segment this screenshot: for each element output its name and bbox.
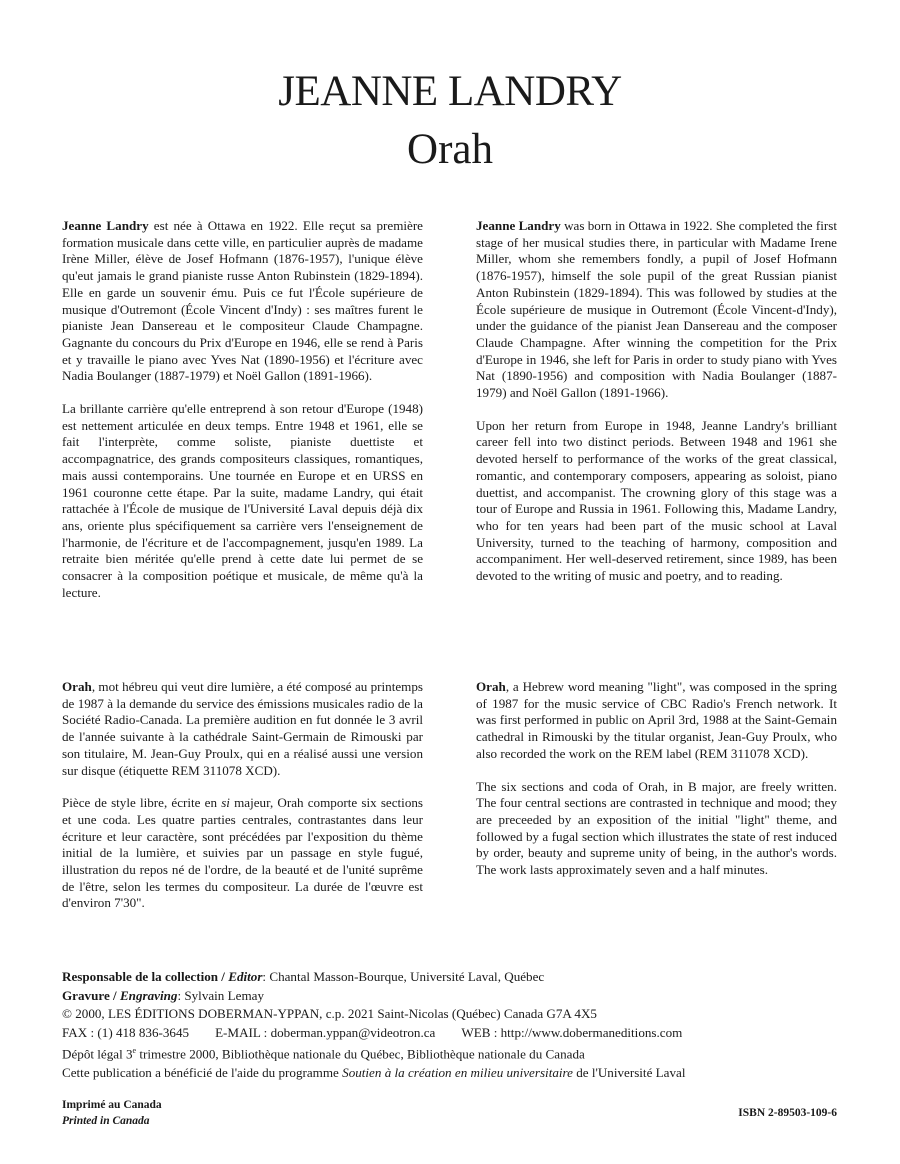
editor-line: Responsable de la collection / Editor: Chantal Masson-Bourque, Université Laval, Québec bbox=[62, 969, 545, 984]
fax-number: FAX : (1) 418 836-3645 bbox=[62, 1024, 190, 1040]
support-line: Cette publication a bénéficié de l'aide du programme Soutien à la création en milieu universitaire de l'Université Laval bbox=[62, 1065, 686, 1081]
french-work-column bbox=[62, 679, 423, 928]
english-work-paragraph-1: Orah, a Hebrew word meaning "light", was composed in the spring of 1987 for the music service of CBC Radio's French network. It was first performed in public on April 3rd, 1988 at the Saint-Gemain cathedral in Rimouski by the titular organist, Jean-Guy Proulx, who also recorded the work on the REM label (REM 311078 XCD). bbox=[476, 679, 837, 761]
french-work-paragraph-2: Pièce de style libre, écrite en si majeur, Orah comporte six sections et une coda. Les quatre parties centrales, contrastantes dans leur écriture et leur caractère, sont précédées par l'exposition du thème initial de la lumière, et suivies par un passage en style fugué, illustration du repos né de l'ordre, de la beauté et de l'unité suprême de l'être, selon les termes du compositeur. La durée de l'œuvre est d'environ 7'30". bbox=[62, 795, 424, 911]
english-bio-paragraph-1: Jeanne Landry was born in Ottawa in 1922. She completed the first stage of her musical studies there, in particular with Madame Irene Miller, whom she remembers fondly, a pupil of Josef Hofmann (1876-1957), himself the sole pupil of the great Russian pianist Anton Rubinstein (1829-1894). This was followed by studies at the École supérieure de musique in Outremont (École Vincent-d'Indy), under the guidance of the pianist Jean Dansereau and the composer Claude Champagne. After winning the competition for the Prix d'Europe in 1946, she left for Paris in order to study piano with Yves Nat (1890-1956) and composition with Nadia Boulanger (1887-1979) and Noël Gallon (1891-1966). bbox=[476, 218, 837, 401]
english-bio-paragraph-2: Upon her return from Europe in 1948, Jeanne Landry's brilliant career fell into two distinct periods. Between 1948 and 1961 she devoted herself to performance of the works of the great classical, romantic, and contemporary composers, appearing as soloist, piano duettist, and accompanist. The crowning glory of this stage was a tour of Europe and Russia in 1961. Following this, Madame Landry, who for ten years had been part of the music school at Laval University, turned to the teaching of harmony, composition and accompaniment. Her well-deserved retirement, since 1989, has been devoted to the writing of music and poetry, and to reading. bbox=[476, 417, 837, 584]
key-name: si bbox=[221, 795, 230, 811]
french-bio-paragraph-1: Jeanne Landry est née à Ottawa en 1922. Elle reçut sa première formation musicale dans cette ville, en particulier auprès de madame Irène Miller, élève de Josef Hofmann (1876-1957), l'unique élève qu'eut jamais le grand pianiste russe Anton Rubinstein (1829-1894). Elle en garde un souvenir ému. Puis ce fut l'École supérieure de musique d'Outremont (École Vincent d'Indy) : ses maîtres furent le pianiste Jean Dansereau et le compositeur Claude Champagne. Gagnante du concours du Prix d'Europe en 1946, elle se rend à Paris et y travaille le piano avec Yves Nat (1890-1956) et l'écriture avec Nadia Boulanger (1887-1979) et Noël Gallon (1891-1966). bbox=[62, 218, 423, 384]
french-bio-column bbox=[62, 218, 423, 617]
printed-fr: Imprimé au Canada bbox=[62, 1099, 162, 1111]
colophon bbox=[62, 968, 842, 1083]
engraving-line: Gravure / Engraving: Sylvain Lemay bbox=[62, 987, 264, 1003]
english-work-name: Orah bbox=[476, 679, 506, 694]
french-bio-name: Jeanne Landry bbox=[62, 218, 149, 233]
isbn: ISBN 2-89503-109-6 bbox=[738, 1107, 837, 1119]
composer-name: JEANNE LANDRY bbox=[278, 68, 622, 115]
english-bio-column bbox=[476, 218, 837, 601]
french-work-paragraph-1: Orah, mot hébreu qui veut dire lumière, a été composé au printemps de 1987 à la demande du service des émissions musicales radio de la Société Radio-Canada. La première audition en fut donnée le 3 avril de l'année suivante à la cathédrale Saint-Germain de Rimouski par son titulaire, M. Jean-Guy Proulx, qui en a réalisé aussi une version sur disque (étiquette REM 311078 XCD). bbox=[62, 679, 423, 778]
legal-deposit-line: Dépôt légal 3e trimestre 2000, Bibliothèque nationale du Québec, Bibliothèque nationale du Canada bbox=[62, 1046, 585, 1062]
printed-in bbox=[62, 1098, 162, 1129]
printed-en: Printed in Canada bbox=[62, 1114, 150, 1127]
contact-line bbox=[62, 1024, 842, 1043]
english-work-paragraph-2: The six sections and coda of Orah, in B major, are freely written. The four central sections are contrasted in technique and mood; they are preceeded by an exposition of the initial "light" theme, and followed by a fugal section which illustrates the state of rest induced by order, beauty and supreme unity of being, in the author's words. The work lasts approximately seven and a half minutes. bbox=[476, 778, 837, 878]
work-title: Orah bbox=[407, 126, 493, 173]
email-address[interactable]: E-MAIL : doberman.yppan@videotron.ca bbox=[215, 1024, 436, 1040]
french-bio-paragraph-2: La brillante carrière qu'elle entreprend à son retour d'Europe (1948) est nettement articulée en deux temps. Entre 1948 et 1961, elle se fait l'interprète, comme soliste, pianiste duettiste et accompagnatrice, des grands compositeurs classiques, romantiques, mais aussi contemporains. Une tournée en Europe et en URSS en 1961 couronne cette étape. Par la suite, madame Landry, qui était rattachée à l'École de musique de l'Université Laval depuis déjà dix ans, oriente plus spécifiquement sa carrière vers l'enseignement de l'harmonie, de l'écriture et de l'accompagnement, jusqu'en 1989. La retraite bien méritée qu'elle prend à cette date lui permet de se consacrer à la composition poétique et musicale, de même qu'à la lecture. bbox=[62, 401, 423, 600]
website-link[interactable]: WEB : http://www.dobermaneditions.com bbox=[461, 1024, 683, 1040]
french-work-name: Orah bbox=[62, 679, 92, 694]
english-work-column bbox=[476, 679, 837, 895]
english-bio-name: Jeanne Landry bbox=[476, 218, 561, 233]
publisher-line: © 2000, LES ÉDITIONS DOBERMAN-YPPAN, c.p. 2021 Saint-Nicolas (Québec) Canada G7A 4X5 bbox=[62, 1006, 597, 1022]
